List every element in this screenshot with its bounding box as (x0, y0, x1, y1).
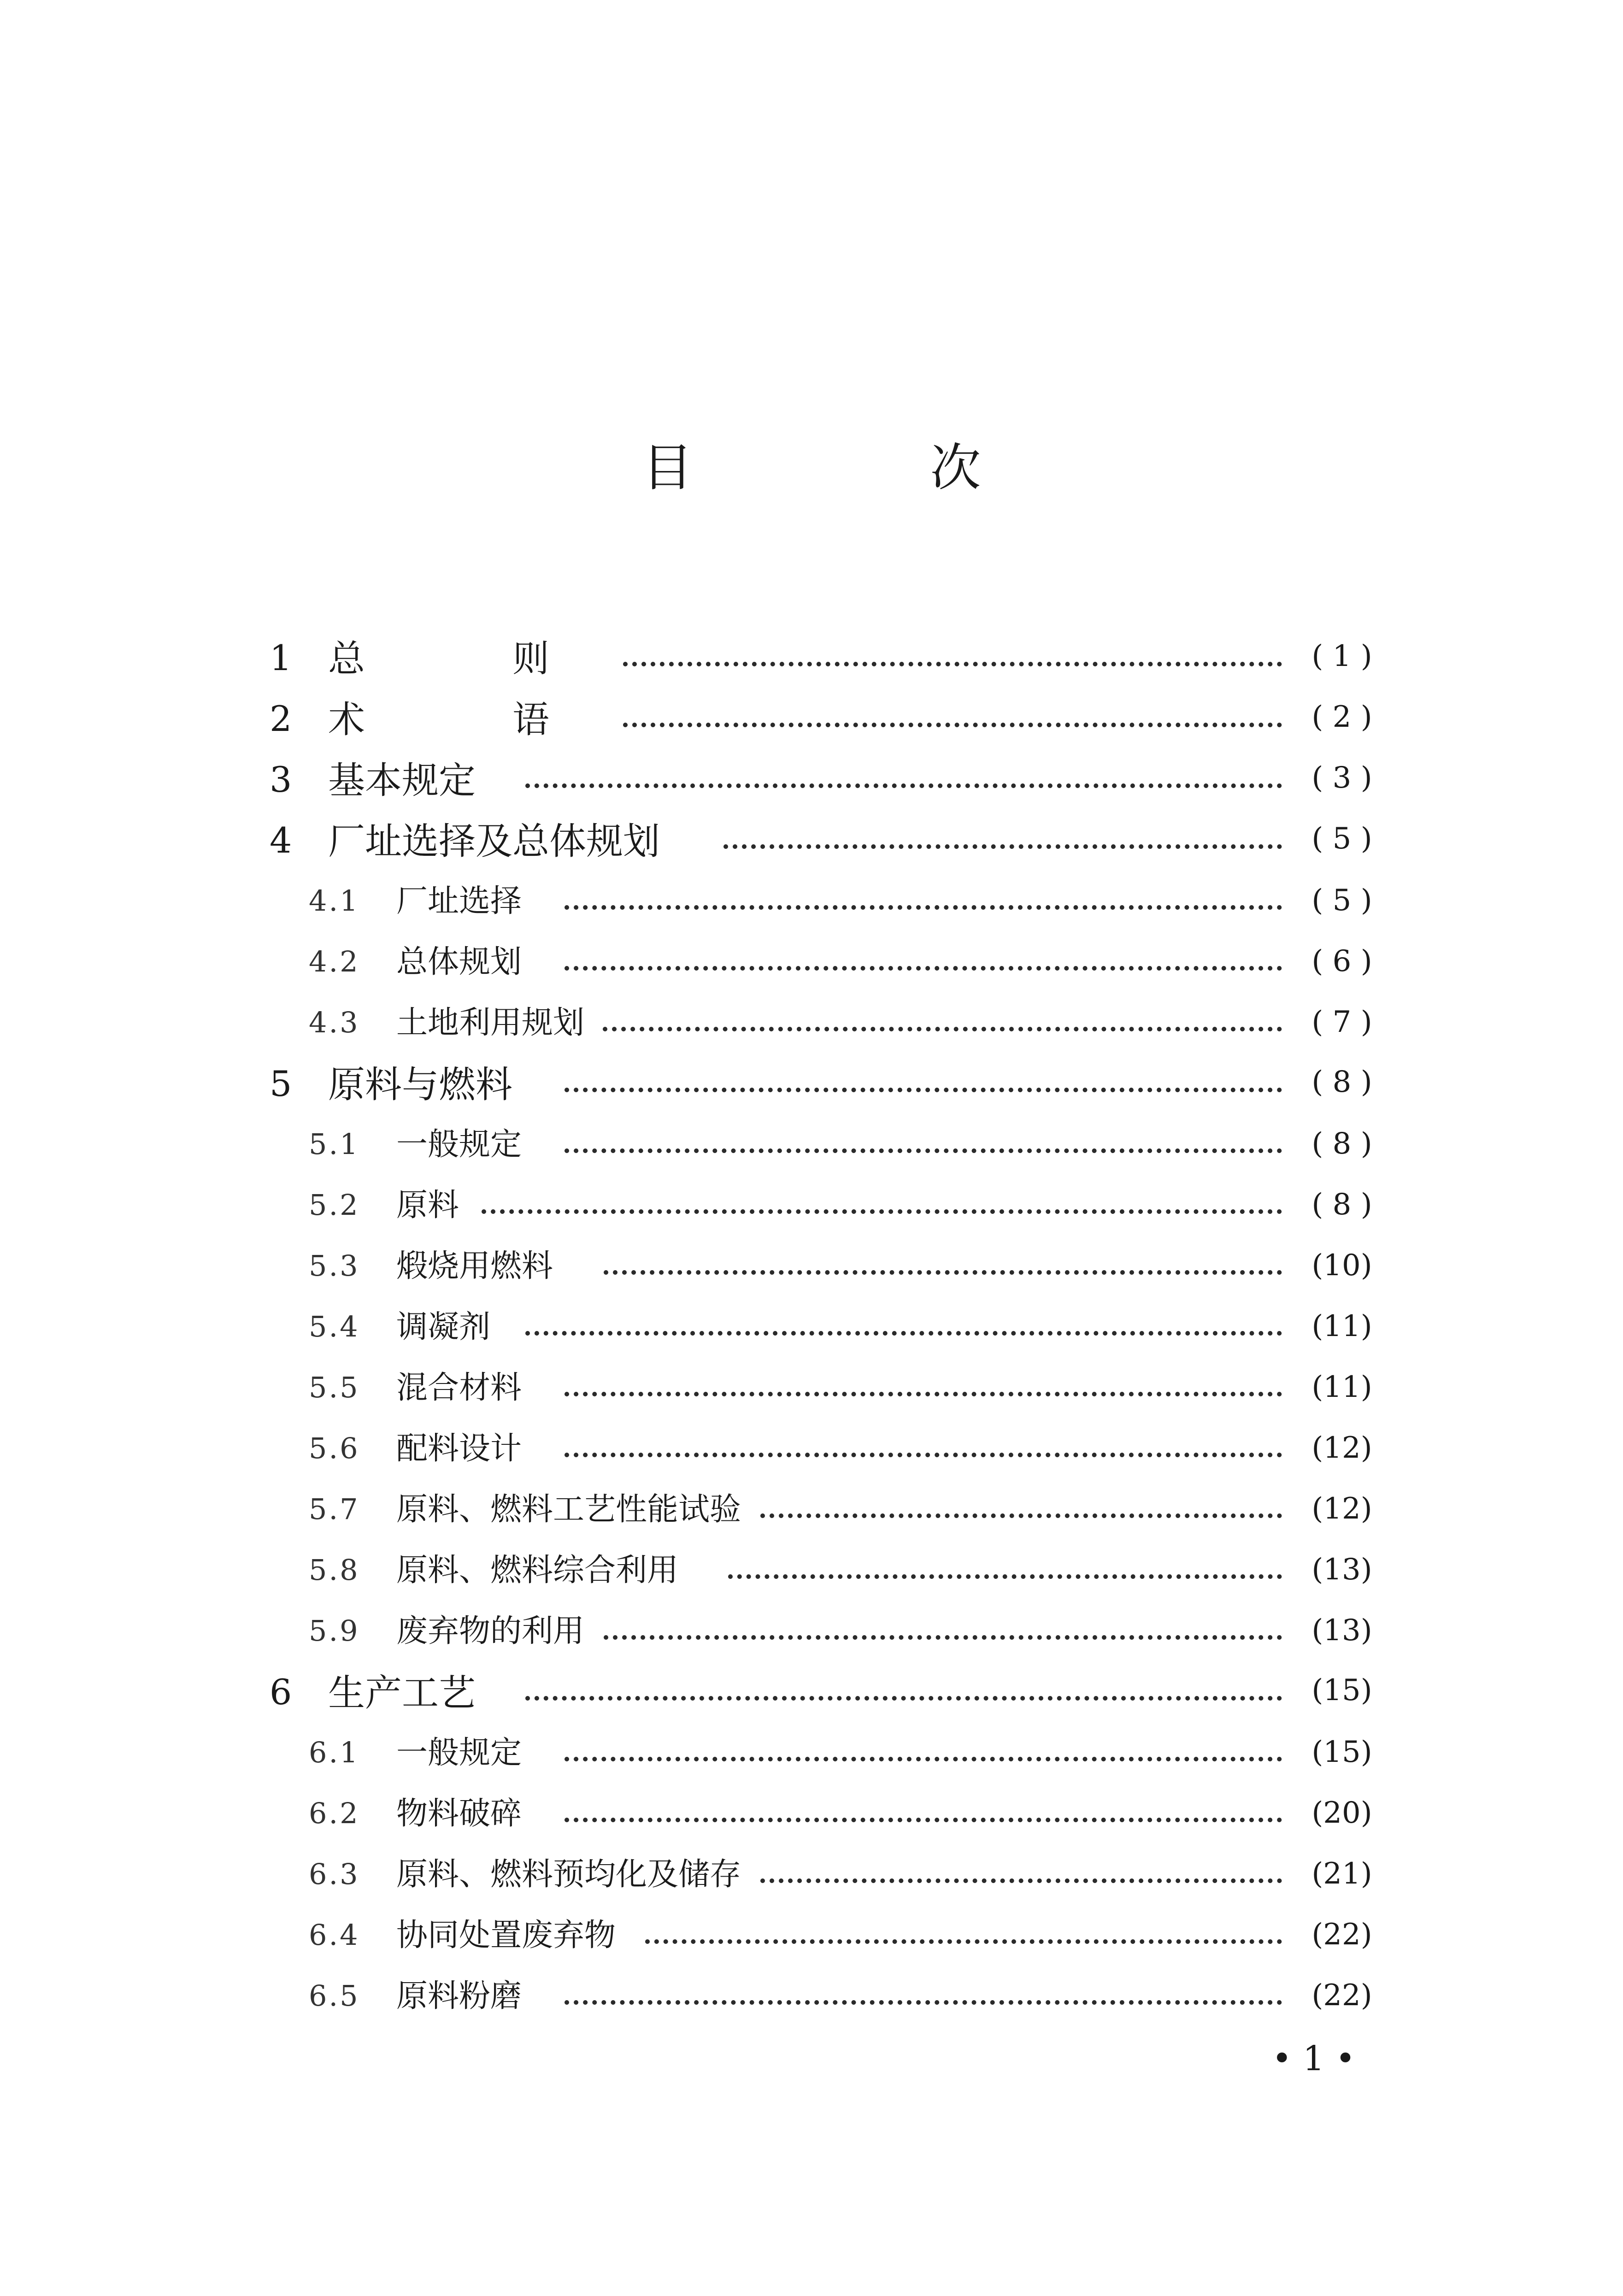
toc-entry-page: ( 7 ) (1311, 1005, 1372, 1039)
toc-entry-number: 4.1 (309, 884, 360, 918)
toc-entry-page: (12) (1311, 1492, 1372, 1526)
toc-entry-5-8[interactable] (0, 1553, 1623, 1614)
toc-entry-4-1[interactable] (0, 884, 1623, 945)
dot-leader (760, 1874, 1282, 1883)
dot-leader (565, 1083, 1282, 1092)
dot-leader (760, 1509, 1282, 1518)
toc-entry-number: 4 (270, 820, 292, 861)
dot-leader (645, 1935, 1282, 1944)
dot-leader (565, 1448, 1282, 1457)
dot-leader (623, 718, 1282, 727)
toc-entry-6-1[interactable] (0, 1736, 1623, 1796)
toc-entry-number: 6.1 (309, 1736, 360, 1769)
toc-entry-label: 基本规定 (328, 759, 476, 802)
toc-entry-4-2[interactable] (0, 945, 1623, 1006)
toc-entry-number: 5.8 (309, 1553, 360, 1587)
toc-entry-5-1[interactable] (0, 1127, 1623, 1188)
toc-entry-number: 1 (270, 637, 292, 678)
toc-entry-page: ( 1 ) (1311, 639, 1372, 673)
toc-entry-label: 协同处置废弃物 (396, 1917, 616, 1954)
toc-entry-label: 原料、燃料综合利用 (396, 1552, 679, 1589)
toc-entry-page: (21) (1311, 1857, 1372, 1891)
toc-entry-label: 总体规划 (396, 944, 522, 980)
toc-entry-number: 5.3 (309, 1249, 360, 1283)
dot-leader (565, 961, 1282, 971)
toc-entry-1[interactable] (0, 637, 1623, 701)
toc-entry-page: (10) (1311, 1248, 1372, 1283)
toc-entry-number: 6.3 (309, 1857, 360, 1891)
toc-entry-page: (11) (1311, 1309, 1372, 1343)
toc-entry-label: 配料设计 (396, 1431, 522, 1467)
toc-entry-label: 总 则 (328, 637, 605, 680)
toc-entry-label: 调凝剂 (396, 1309, 491, 1345)
toc-entry-number: 4.3 (309, 1006, 360, 1039)
toc-entry-number: 6.4 (309, 1918, 360, 1952)
toc-entry-label: 废弃物的利用 (396, 1613, 585, 1649)
dot-leader (525, 1691, 1282, 1701)
toc-entry-6-3[interactable] (0, 1857, 1623, 1918)
toc-entry-label: 厂址选择及总体规划 (328, 820, 660, 863)
dot-leader (525, 779, 1282, 788)
toc-entry-5[interactable] (0, 1063, 1623, 1127)
toc-entry-label: 原料 (396, 1187, 459, 1224)
toc-entry-3[interactable] (0, 759, 1623, 823)
toc-entry-page: (15) (1311, 1673, 1372, 1707)
dot-leader (723, 840, 1282, 849)
toc-entry-page: (22) (1311, 1978, 1372, 2013)
dot-leader (603, 1022, 1282, 1031)
toc-entry-6-5[interactable] (0, 1979, 1623, 2040)
toc-entry-page: ( 8 ) (1311, 1065, 1372, 1099)
toc-entry-2[interactable] (0, 698, 1623, 762)
dot-leader (482, 1205, 1282, 1214)
toc-entry-4-3[interactable] (0, 1006, 1623, 1066)
dot-leader (623, 657, 1282, 666)
toc-entry-label: 煅烧用燃料 (396, 1248, 553, 1284)
toc-entry-label: 术 语 (328, 698, 605, 741)
toc-entry-label: 原料与燃料 (328, 1063, 512, 1106)
toc-entry-5-7[interactable] (0, 1492, 1623, 1553)
toc-entry-label: 土地利用规划 (396, 1005, 585, 1041)
toc-entry-label: 物料破碎 (396, 1796, 522, 1832)
toc-entry-page: (11) (1311, 1370, 1372, 1404)
toc-entry-number: 4.2 (309, 945, 360, 978)
toc-entry-label: 生产工艺 (328, 1672, 476, 1714)
toc-entry-page: ( 2 ) (1311, 700, 1372, 734)
toc-entry-number: 6.2 (309, 1796, 360, 1830)
toc-entry-number: 5.9 (309, 1614, 360, 1648)
toc-entry-page: (20) (1311, 1796, 1372, 1830)
toc-entry-page: (12) (1311, 1431, 1372, 1465)
toc-entry-number: 5.2 (309, 1188, 360, 1222)
toc-entry-number: 3 (270, 759, 292, 800)
toc-entry-5-2[interactable] (0, 1188, 1623, 1249)
toc-entry-page: (13) (1311, 1613, 1372, 1648)
toc-entry-label: 厂址选择 (396, 883, 522, 919)
toc-entry-page: (15) (1311, 1735, 1372, 1769)
toc-entry-number: 6.5 (309, 1979, 360, 2013)
toc-entry-number: 5.4 (309, 1310, 360, 1343)
toc-entry-number: 5.6 (309, 1431, 360, 1465)
toc-entry-label: 原料、燃料预均化及储存 (396, 1856, 741, 1893)
toc-entry-5-6[interactable] (0, 1431, 1623, 1492)
toc-entry-label: 原料、燃料工艺性能试验 (396, 1491, 741, 1528)
toc-entry-label: 混合材料 (396, 1370, 522, 1406)
toc-entry-number: 5.7 (309, 1492, 360, 1526)
toc-entry-page: (13) (1311, 1553, 1372, 1587)
toc-entry-number: 6 (270, 1672, 292, 1713)
dot-leader (565, 1387, 1282, 1396)
dot-leader (604, 1266, 1282, 1275)
toc-entry-5-3[interactable] (0, 1249, 1623, 1310)
toc-entry-page: ( 5 ) (1311, 883, 1372, 918)
toc-entry-6-2[interactable] (0, 1796, 1623, 1857)
dot-leader (565, 1144, 1282, 1153)
toc-entry-4[interactable] (0, 820, 1623, 884)
toc-entry-number: 5.5 (309, 1371, 360, 1404)
toc-entry-page: ( 8 ) (1311, 1188, 1372, 1222)
toc-entry-label: 一般规定 (396, 1735, 522, 1771)
toc-entry-5-5[interactable] (0, 1371, 1623, 1431)
dot-leader (565, 1813, 1282, 1822)
toc-entry-label: 一般规定 (396, 1126, 522, 1163)
dot-leader (728, 1570, 1282, 1579)
dot-leader (525, 1326, 1282, 1336)
toc-entry-page: ( 6 ) (1311, 944, 1372, 978)
dot-leader (565, 1996, 1282, 2005)
toc-entry-page: (22) (1311, 1918, 1372, 1952)
toc-entry-6-4[interactable] (0, 1918, 1623, 1979)
toc-entry-page: ( 8 ) (1311, 1127, 1372, 1161)
toc-entry-number: 2 (270, 698, 292, 739)
toc-entry-label: 原料粉磨 (396, 1978, 522, 2014)
toc-entry-number: 5 (270, 1063, 292, 1104)
toc-entry-5-4[interactable] (0, 1310, 1623, 1371)
dot-leader (604, 1631, 1282, 1640)
toc-entry-number: 5.1 (309, 1127, 360, 1161)
toc-entry-6[interactable] (0, 1672, 1623, 1736)
page-title: 目 次 (642, 438, 1092, 497)
toc-entry-5-9[interactable] (0, 1614, 1623, 1675)
page-number: • 1 • (1272, 2039, 1356, 2078)
dot-leader (565, 901, 1282, 910)
toc-entry-page: ( 5 ) (1311, 822, 1372, 856)
toc-entry-page: ( 3 ) (1311, 761, 1372, 795)
dot-leader (565, 1752, 1282, 1761)
